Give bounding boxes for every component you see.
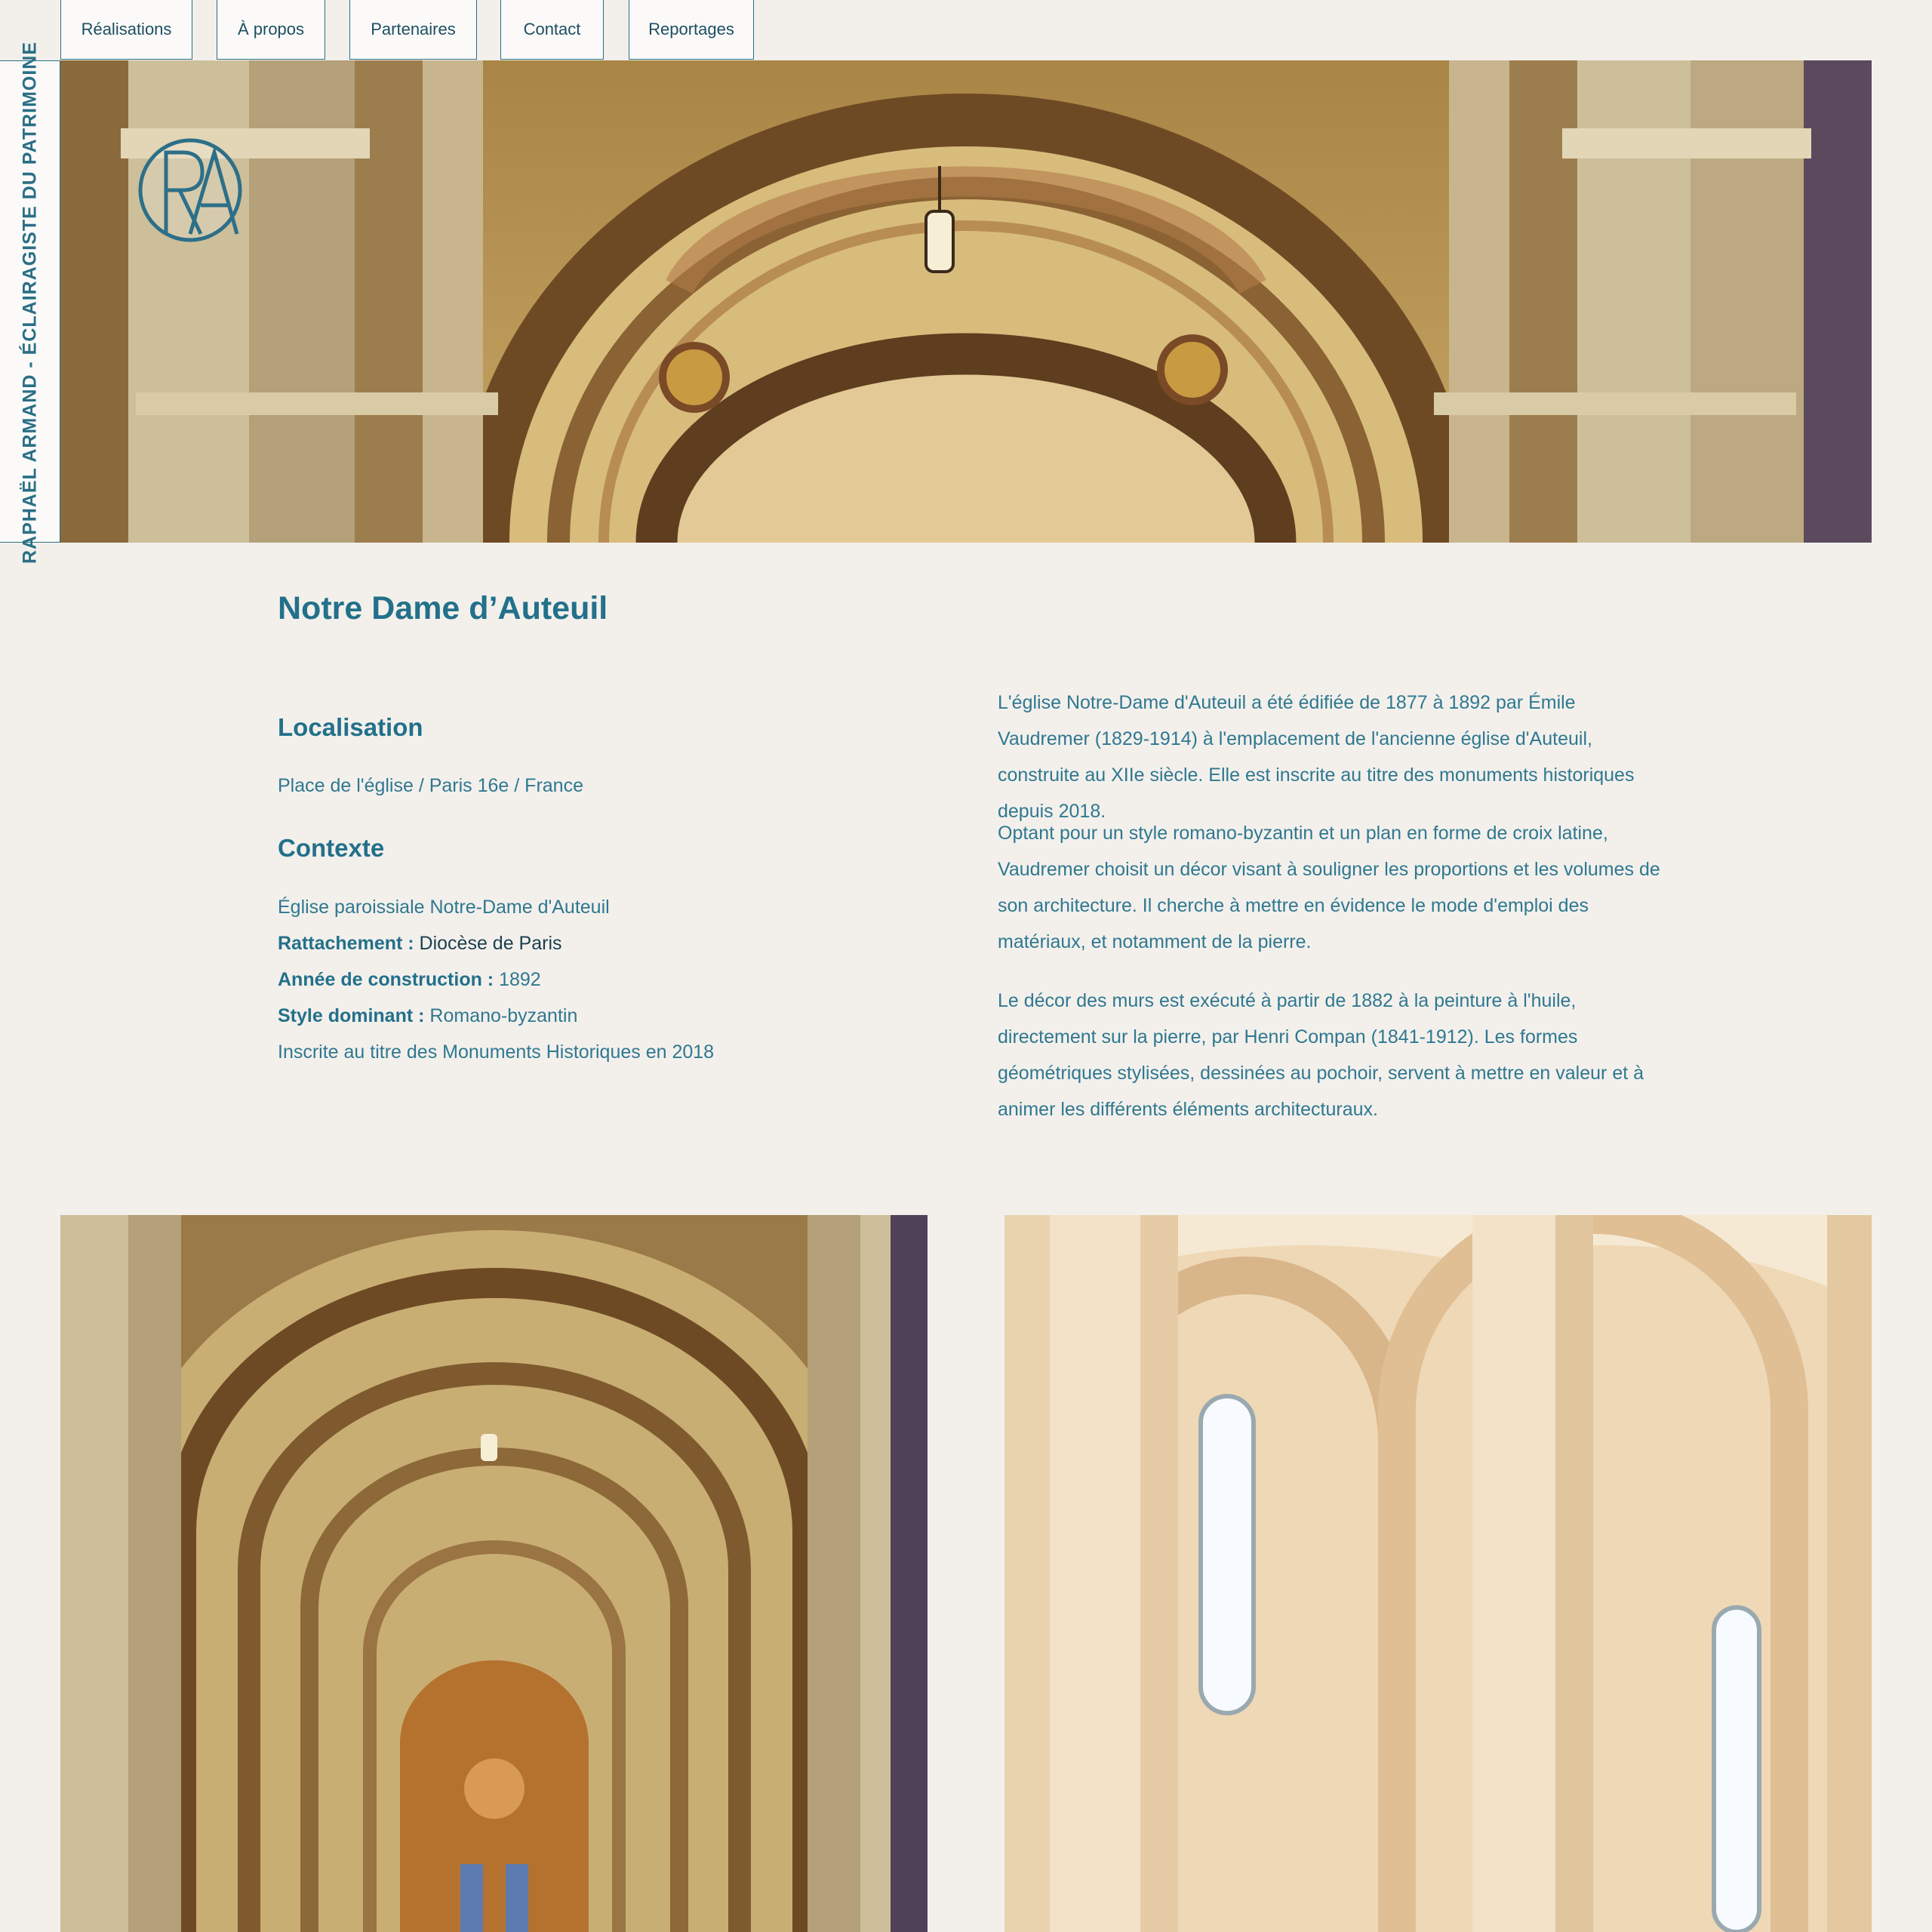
church-vault-illustration <box>60 60 1872 543</box>
style-line <box>278 1005 577 1027</box>
rattachement-label: Rattachement : <box>278 933 414 954</box>
description-paragraph-3: Le décor des murs est exécuté à partir de 1882 à la peinture à l'huile, directement sur la pierre, par Henri Compan (1841-1912). Les formes géométriques stylisées, dessinées au pochoir, servent à mettre en valeur et à animer les différents éléments architecturaux. <box>998 990 1644 1120</box>
nave-photo[interactable] <box>60 1215 928 1932</box>
nav-item-contact[interactable] <box>500 0 604 60</box>
site-name: RAPHAËL ARMAND - ÉCLAIRAGISTE DU PATRIMOINE <box>19 41 41 565</box>
transept-illustration <box>1004 1215 1872 1932</box>
transept-photo[interactable] <box>1004 1215 1872 1932</box>
nav-item-realisations[interactable] <box>60 0 192 60</box>
style-label: Style dominant : <box>278 1005 425 1026</box>
annee-line <box>278 969 541 991</box>
nav-item-partenaires[interactable] <box>349 0 477 60</box>
nav-item-a-propos[interactable] <box>217 0 325 60</box>
contexte-line: Église paroissiale Notre-Dame d'Auteuil <box>278 897 610 918</box>
nav-item-reportages[interactable] <box>629 0 754 60</box>
page-title: Notre Dame d’Auteuil <box>278 590 608 626</box>
description-paragraph-2: Optant pour un style romano-byzantin et un plan en forme de croix latine, Vaudremer choisit un décor visant à souligner les proportions et les volumes de son architecture. Il cherche à mettre en évidence le mode d'emploi des matériaux, et notamment de la pierre. <box>998 823 1660 952</box>
nav-label: Partenaires <box>371 20 456 38</box>
site-name-side-tab[interactable] <box>0 41 60 565</box>
main-navigation <box>0 0 1932 60</box>
localisation-text: Place de l'église / Paris 16e / France <box>278 775 583 796</box>
nave-illustration <box>60 1215 928 1932</box>
rattachement-line <box>278 933 562 955</box>
localisation-heading: Localisation <box>278 713 423 741</box>
contexte-heading: Contexte <box>278 834 385 862</box>
monument-historique-line: Inscrite au titre des Monuments Historiques en 2018 <box>278 1041 715 1063</box>
nav-label: Contact <box>523 20 581 38</box>
ra-logo-icon[interactable] <box>136 136 245 245</box>
annee-value: 1892 <box>494 969 541 990</box>
description-paragraph-1: L'église Notre-Dame d'Auteuil a été édifiée de 1877 à 1892 par Émile Vaudremer (1829-1914) à l'emplacement de l'ancienne église d'Auteuil, construite au XIIe siècle. Elle est inscrite au titre des monuments historiques depuis 2018. <box>998 692 1635 822</box>
style-value: Romano-byzantin <box>424 1005 578 1026</box>
hero-image <box>60 60 1872 543</box>
rattachement-value: Diocèse de Paris <box>414 933 562 954</box>
nav-label: Reportages <box>648 20 734 38</box>
nav-label: Réalisations <box>81 20 172 38</box>
annee-label: Année de construction : <box>278 969 494 990</box>
nav-label: À propos <box>237 20 305 38</box>
